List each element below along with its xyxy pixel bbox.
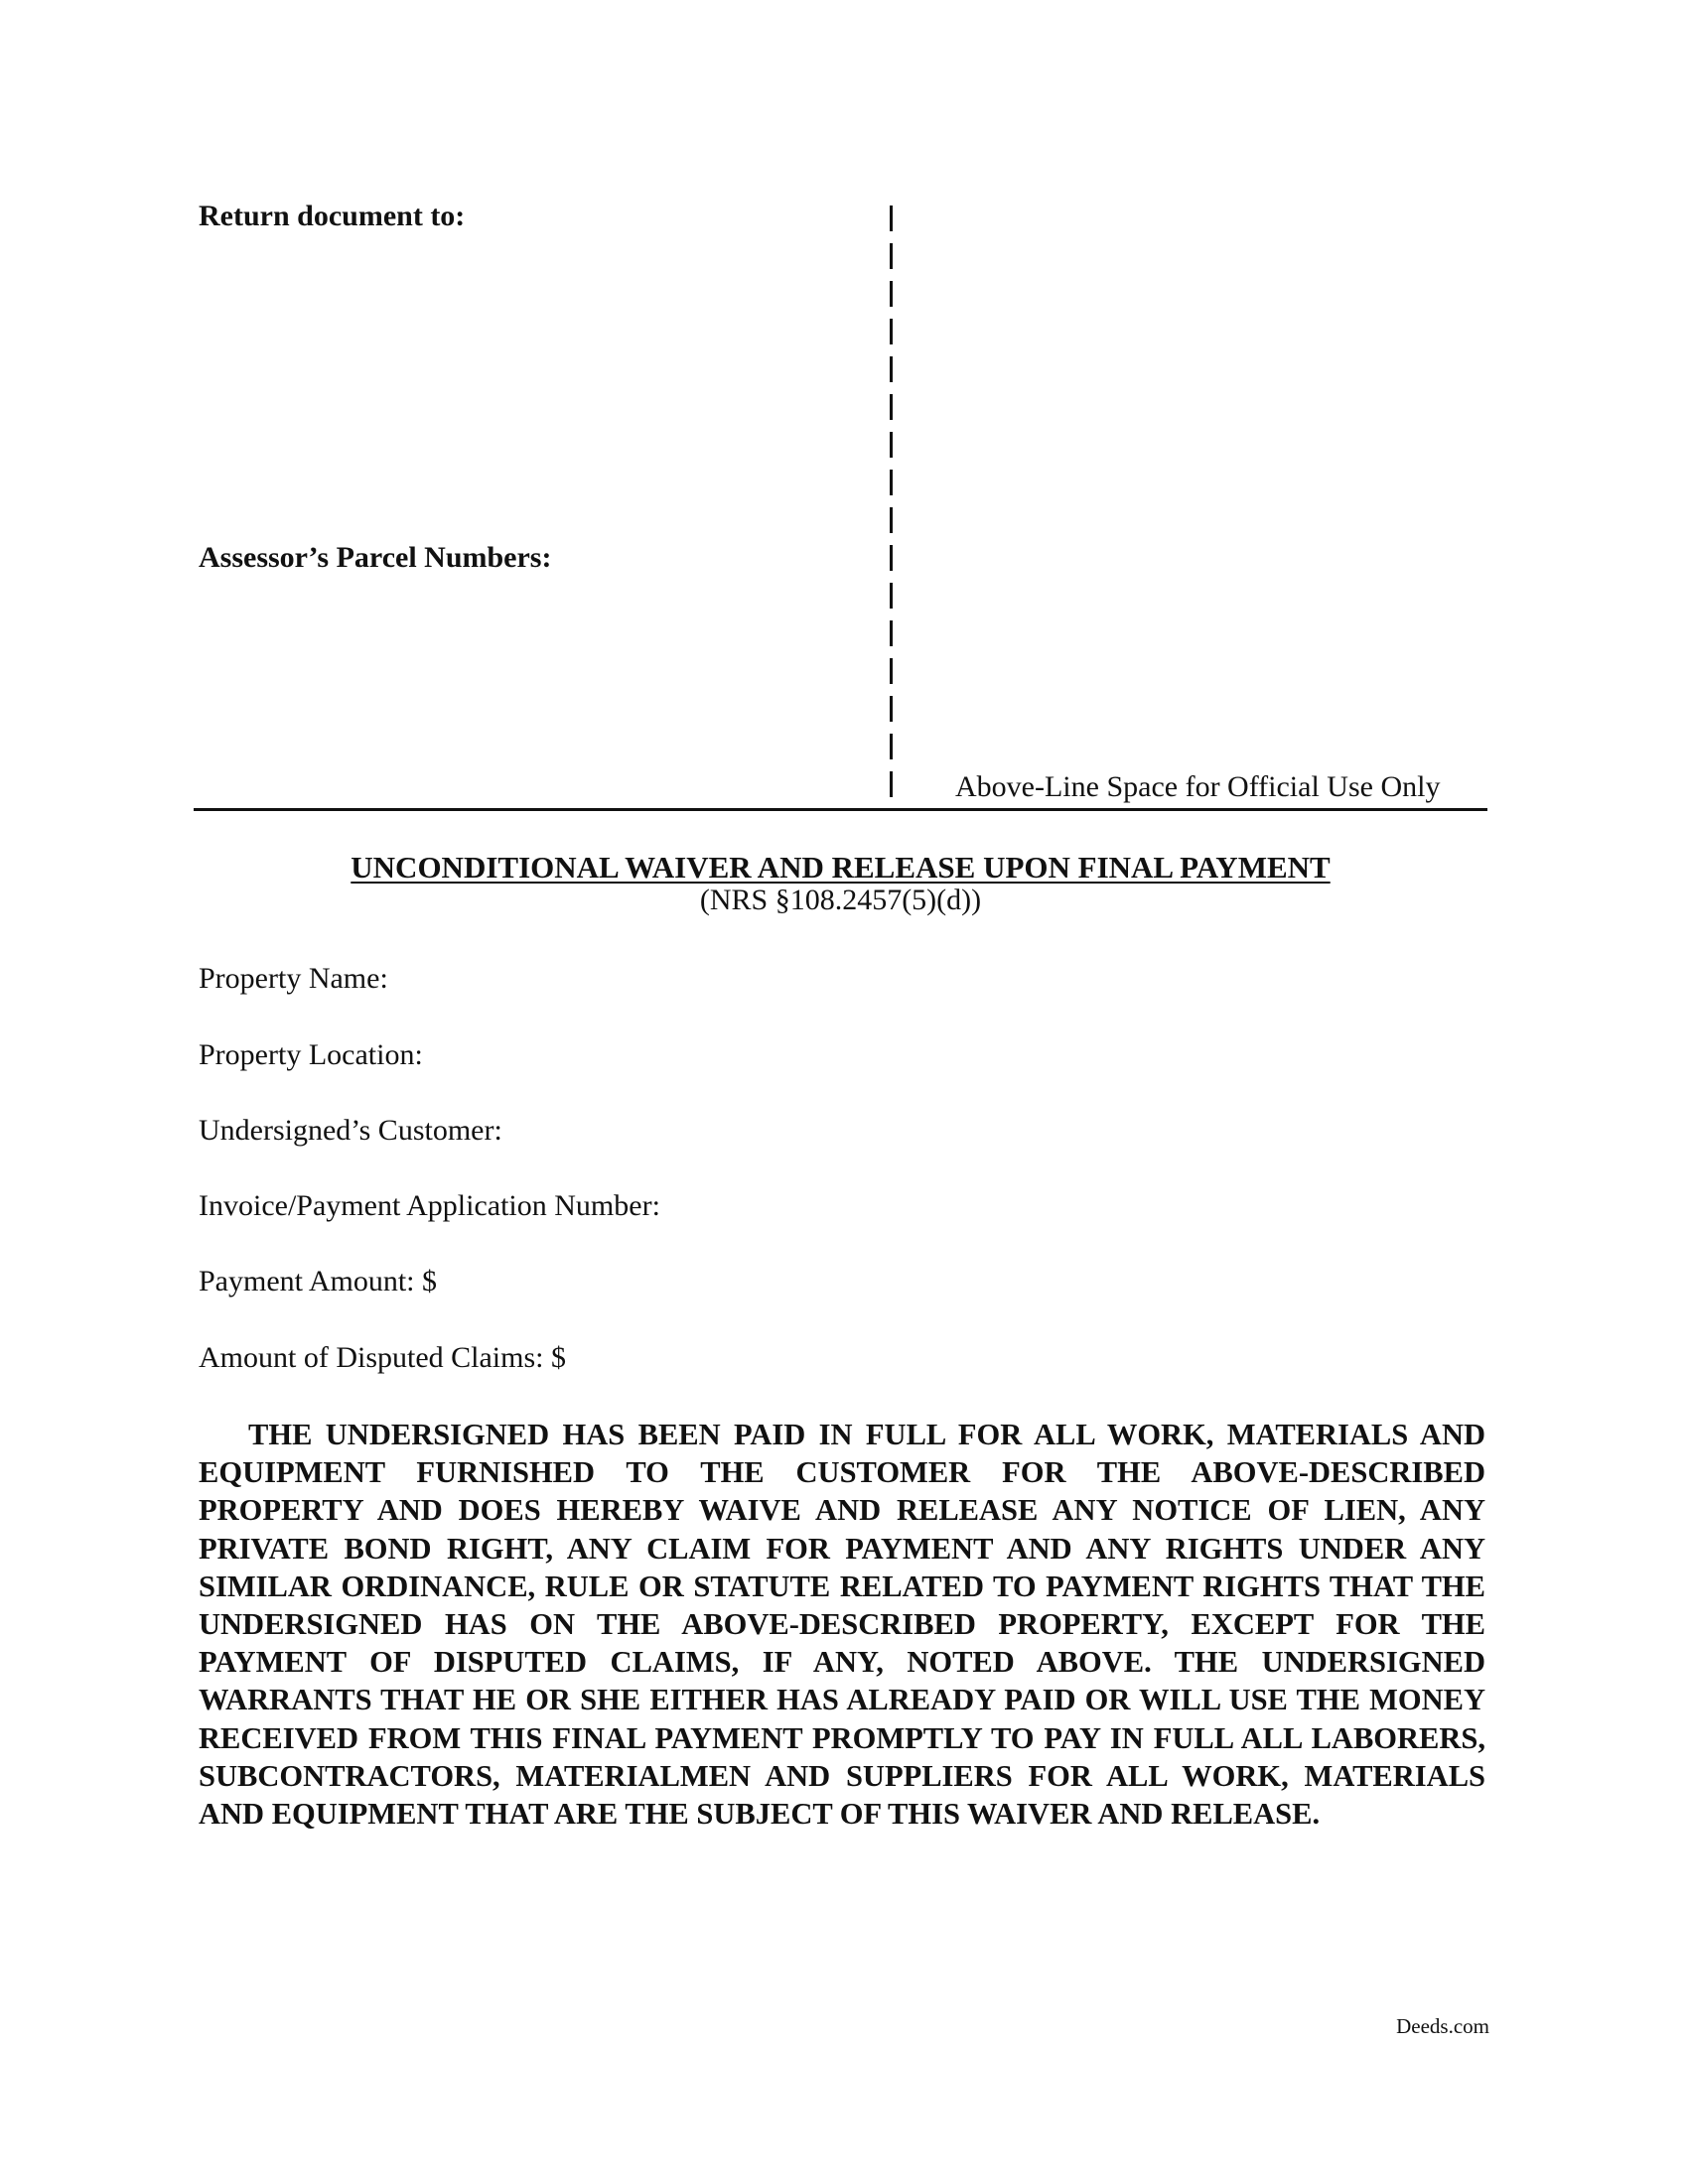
property-name-field: Property Name: (199, 962, 388, 995)
divider-segment (890, 319, 893, 344)
divider-segment (890, 507, 893, 533)
footer-brand: Deeds.com (1396, 2014, 1489, 2038)
undersigned-customer-field: Undersigned’s Customer: (199, 1114, 502, 1147)
invoice-number-field: Invoice/Payment Application Number: (199, 1189, 660, 1222)
disputed-claims-field: Amount of Disputed Claims: $ (199, 1341, 566, 1374)
return-document-label: Return document to: (199, 200, 466, 232)
property-location-field: Property Location: (199, 1038, 423, 1071)
payment-amount-field: Payment Amount: $ (199, 1265, 437, 1297)
divider-segment (890, 771, 893, 797)
divider-segment (890, 470, 893, 495)
divider-segment (890, 583, 893, 609)
divider-segment (890, 432, 893, 458)
divider-segment (890, 658, 893, 684)
divider-segment (890, 205, 893, 231)
assessor-parcel-numbers-label: Assessor’s Parcel Numbers: (199, 541, 552, 574)
divider-segment (890, 545, 893, 571)
document-title (194, 850, 1487, 886)
official-use-note: Above-Line Space for Official Use Only (955, 770, 1441, 803)
divider-segment (890, 281, 893, 307)
recording-area-divider (194, 808, 1487, 811)
statute-citation: (NRS §108.2457(5)(d)) (699, 884, 982, 916)
document-title-text: UNCONDITIONAL WAIVER AND RELEASE UPON FINAL PAYMENT (351, 850, 1331, 885)
waiver-release-paragraph: THE UNDERSIGNED HAS BEEN PAID IN FULL FOR ALL WORK, MATERIALS AND EQUIPMENT FURNISHED TO THE CUSTOMER FOR THE ABOVE-DESCRIBED PROPERTY AND DOES HEREBY WAIVE AND RELEASE ANY NOTICE OF LIEN, ANY PRIVATE BOND RIGHT, ANY CLAIM FOR PAYMENT AND ANY RIGHTS UNDER ANY SIMILAR ORDINANCE, RULE OR STATUTE RELATED TO PAYMENT RIGHTS THAT THE UNDERSIGNED HAS ON THE ABOVE-DESCRIBED PROPERTY, EXCEPT FOR THE PAYMENT OF DISPUTED CLAIMS, IF ANY, NOTED ABOVE. THE UNDERSIGNED WARRANTS THAT HE OR SHE EITHER HAS ALREADY PAID OR WILL USE THE MONEY RECEIVED FROM THIS FINAL PAYMENT PROMPTLY TO PAY IN FULL ALL LABORERS, SUBCONTRACTORS, MATERIALMEN AND SUPPLIERS FOR ALL WORK, MATERIALS AND EQUIPMENT THAT ARE THE SUBJECT OF THIS WAIVER AND RELEASE. (199, 1418, 1485, 1832)
divider-segment (890, 620, 893, 646)
divider-segment (890, 394, 893, 420)
divider-segment (890, 356, 893, 382)
divider-segment (890, 696, 893, 722)
divider-segment (890, 243, 893, 269)
divider-segment (890, 734, 893, 759)
